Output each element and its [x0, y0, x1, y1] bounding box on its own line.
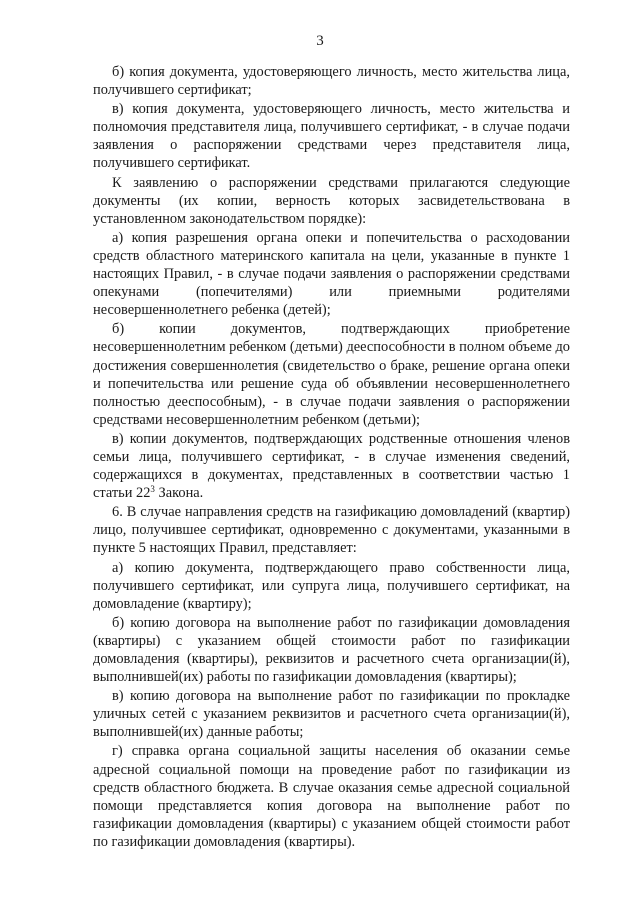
- paragraph-b-legal-capacity: б) копии документов, подтверждающих приобретение несовершеннолетним ребенком (детьми) дееспособности в полном объеме до достижения совершеннолетия (свидетельство о браке, решение органа опеки и попечительства или решение суда об объявлении несовершеннолетнего полностью дееспособным), - в случае подачи заявления о распоряжении средствами несовершеннолетним ребенком (детьми);: [93, 321, 570, 428]
- article-superscript: 3: [150, 484, 155, 495]
- paragraph-v-street-networks-contract: в) копию договора на выполнение работ по газификации по прокладке уличных сетей с указанием реквизитов и расчетного счета организации(й), выполнившей(их) данные работы;: [93, 688, 570, 741]
- paragraph-attached-documents: К заявлению о распоряжении средствами прилагаются следующие документы (их копии, верность которых засвидетельствована в установленном законодательством порядке):: [93, 174, 570, 227]
- paragraph-6-gasification: 6. В случае направления средств на газификацию домовладений (квартир) лицо, получившее сертификат, одновременно с документами, указанными в пункте 5 настоящих Правил, представляет:: [93, 504, 570, 557]
- paragraph-b-identity-copy: б) копия документа, удостоверяющего личность, место жительства лица, получившего сертификат;: [93, 64, 570, 99]
- paragraph-a-ownership-copy: а) копию документа, подтверждающего право собственности лица, получившего сертификат, или супруга лица, получившего сертификат, на домовладение (квартиру);: [93, 559, 570, 612]
- paragraph-a-guardianship-permission: а) копия разрешения органа опеки и попечительства о расходовании средств областного материнского капитала на цели, указанные в пункте 1 настоящих Правил, - в случае подачи заявления о распоряжении средствами опекунами (попечителями) или приемными родителями несовершеннолетнего ребенка (детей);: [93, 229, 570, 319]
- paragraph-g-social-protection-certificate: г) справка органа социальной защиты населения об оказании семье адресной социальной помощи на проведение работ по газификации из средств областного бюджета. В случае оказания семье адресной социальной помощи представляется копия договора на выполнение работ по газификации домовладения (квартиры) с указанием общей стоимости работ по газификации домовладения (квартиры).: [93, 743, 570, 850]
- paragraph-v-tail: Закона.: [154, 485, 204, 502]
- page-number: 3: [316, 33, 324, 49]
- paragraph-v-representative-copy: в) копия документа, удостоверяющего личность, место жительства и полномочия представителя лица, получившего сертификат, - в случае подачи заявления о распоряжении средствами через представителя лица, получившего сертификат.: [93, 101, 570, 172]
- document-body: [93, 63, 570, 852]
- paragraph-b-gasification-contract: б) копию договора на выполнение работ по газификации домовладения (квартиры) с указанием общей стоимости работ по газификации домовладения (квартиры), реквизитов и расчетного счета организации(й), выполнившей(их) работы по газификации домовладения (квартиры);: [93, 614, 570, 686]
- paragraph-v-text: в) копии документов, подтверждающих родственные отношения членов семьи лица, получившего сертификат, - в случае изменения сведений, содержащихся в документах, представленных в соответствии частью 1 статьи 22: [93, 430, 570, 502]
- paragraph-v-family-relations: [93, 430, 570, 502]
